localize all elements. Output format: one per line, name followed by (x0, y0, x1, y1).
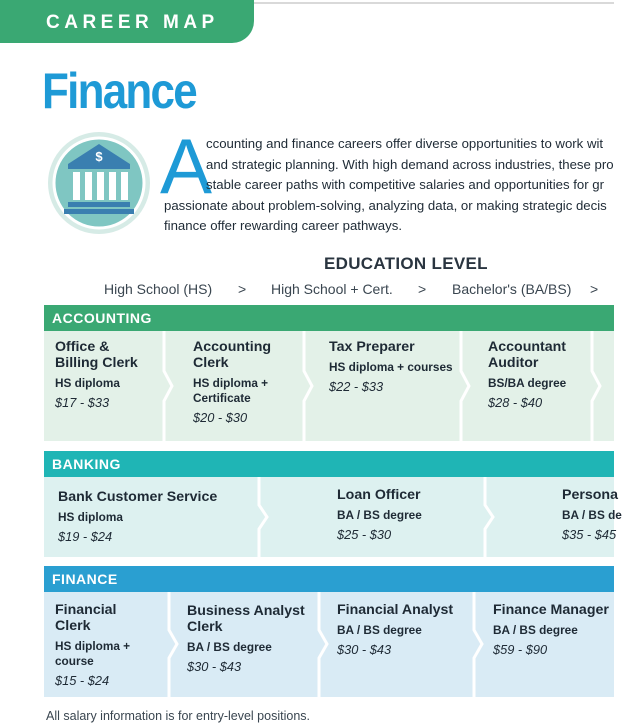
job-salary: $20 - $30 (193, 410, 248, 425)
job-education: BA / BS degree (493, 623, 578, 637)
job-education: BA / BS degree (337, 623, 422, 637)
drop-cap: A (160, 122, 213, 210)
job-title: Accountant Auditor (488, 339, 567, 371)
job-card (55, 339, 138, 410)
job-education: HS diploma (58, 510, 123, 524)
banking-band: BANKING (44, 451, 614, 477)
job-card (58, 489, 217, 544)
job-education: HS diploma + Certificate (193, 376, 269, 405)
intro-line: and strategic planning. With high demand across industries, these pro (206, 156, 614, 172)
intro-line: finance offer rewarding career pathways. (164, 218, 402, 233)
job-salary: $59 - $90 (493, 642, 548, 657)
page-title: Finance (42, 63, 196, 119)
job-education: BA / BS de (562, 508, 622, 522)
intro-paragraph (164, 134, 634, 237)
job-title: Finance Manager (493, 602, 609, 618)
job-card (55, 602, 130, 688)
job-salary: $35 - $45 (562, 527, 617, 542)
job-education: HS diploma + courses (329, 360, 453, 374)
edu-level-hs: High School (HS) (104, 281, 213, 297)
job-salary: $30 - $43 (187, 659, 242, 674)
job-salary: $22 - $33 (329, 379, 384, 394)
job-card (187, 603, 305, 674)
job-education: HS diploma (55, 376, 120, 390)
job-title: Tax Preparer (329, 339, 415, 355)
job-salary: $25 - $30 (337, 527, 392, 542)
intro-line: stable career paths with competitive salaries and opportunities for gr (206, 177, 605, 192)
edu-separator: > (238, 281, 247, 297)
edu-separator: > (418, 281, 427, 297)
banking-row (44, 477, 622, 557)
intro-line: ccounting and finance careers offer diverse opportunities to work wit (206, 136, 604, 151)
job-title: Business Analyst Clerk (187, 603, 305, 635)
finance-row (44, 592, 614, 697)
job-card (337, 487, 422, 542)
job-title: Financial Clerk (55, 602, 117, 634)
job-title: Financial Analyst (337, 602, 454, 618)
edu-separator: > (590, 281, 599, 297)
job-salary: $15 - $24 (55, 673, 110, 688)
job-card (493, 602, 609, 657)
job-card (193, 339, 271, 425)
job-title: Office & Billing Clerk (55, 339, 138, 371)
header-divider (254, 2, 614, 4)
job-salary: $17 - $33 (55, 395, 110, 410)
job-salary: $28 - $40 (488, 395, 543, 410)
intro-line: passionate about problem-solving, analyzing data, or making strategic decis (164, 197, 607, 213)
job-title: Loan Officer (337, 487, 421, 503)
accounting-row (44, 331, 614, 441)
job-education: BS/BA degree (488, 376, 567, 390)
job-education: HS diploma + course (55, 639, 131, 668)
dollar-sign: $ (95, 149, 103, 164)
edu-level-hs-cert: High School + Cert. (271, 281, 393, 297)
bank-icon (46, 130, 152, 236)
job-card (329, 339, 453, 394)
job-title: Persona (562, 487, 618, 503)
edu-level-bachelors: Bachelor's (BA/BS) (452, 281, 572, 297)
job-card (488, 339, 566, 410)
education-level-heading: EDUCATION LEVEL (324, 254, 488, 273)
job-salary: $19 - $24 (58, 529, 113, 544)
job-education: BA / BS degree (337, 508, 422, 522)
salary-footnote: All salary information is for entry-level positions. (46, 709, 310, 723)
job-education: BA / BS degree (187, 640, 272, 654)
career-map-tab: CAREER MAP (0, 0, 254, 43)
accounting-band: ACCOUNTING (44, 305, 614, 331)
job-title: Accounting Clerk (193, 339, 272, 371)
job-card (337, 602, 453, 657)
finance-band: FINANCE (44, 566, 614, 592)
job-title: Bank Customer Service (58, 489, 218, 505)
job-card (562, 487, 622, 542)
job-salary: $30 - $43 (337, 642, 392, 657)
